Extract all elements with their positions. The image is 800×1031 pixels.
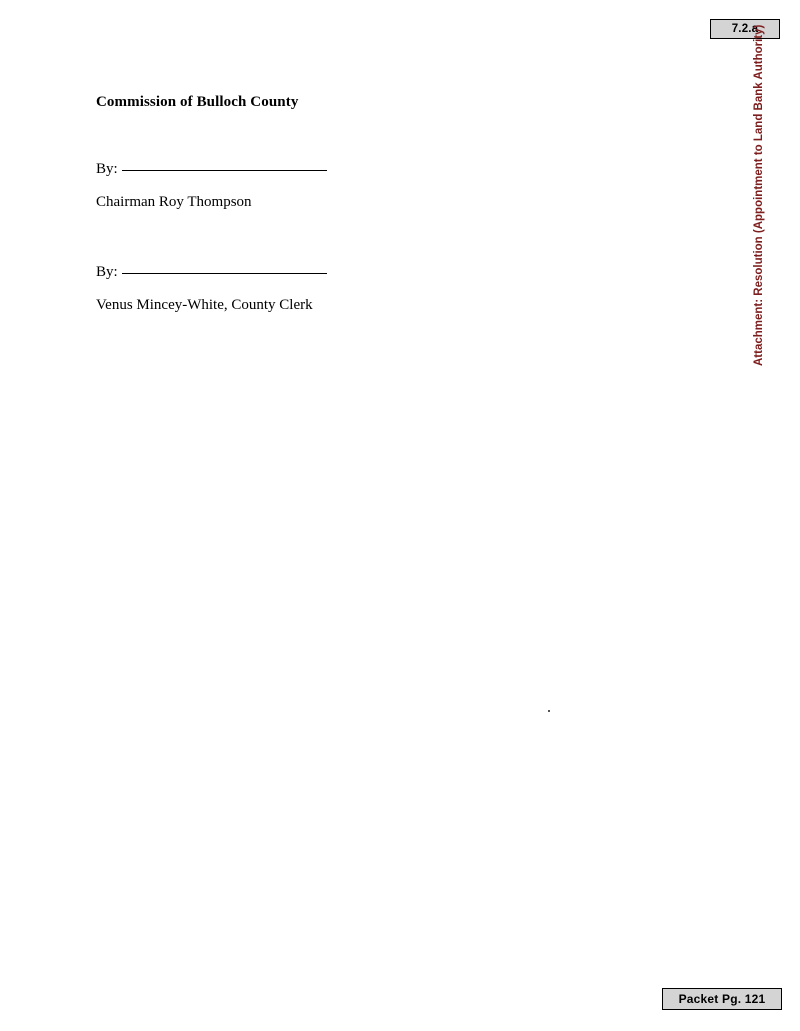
attachment-side-label: Attachment: Resolution (Appointment to Land Bank Authority): [753, 24, 765, 366]
page-title: Commission of Bulloch County: [96, 94, 299, 110]
signature-name-chairman: Chairman Roy Thompson: [96, 194, 252, 210]
document-body: [96, 92, 656, 315]
signature-by-label: By:: [96, 264, 118, 280]
signature-line: [122, 170, 327, 171]
packet-page-badge: Packet Pg. 121: [662, 988, 782, 1010]
signature-by-line: [96, 159, 656, 179]
signature-line: [122, 273, 327, 274]
agenda-item-badge: 7.2.a: [710, 19, 780, 39]
signature-by-line: [96, 262, 656, 282]
signature-by-label: By:: [96, 161, 118, 177]
signature-block-chairman: [96, 159, 656, 212]
stray-mark: [548, 710, 550, 712]
signature-name-clerk: Venus Mincey-White, County Clerk: [96, 297, 313, 313]
signature-block-clerk: [96, 262, 656, 315]
